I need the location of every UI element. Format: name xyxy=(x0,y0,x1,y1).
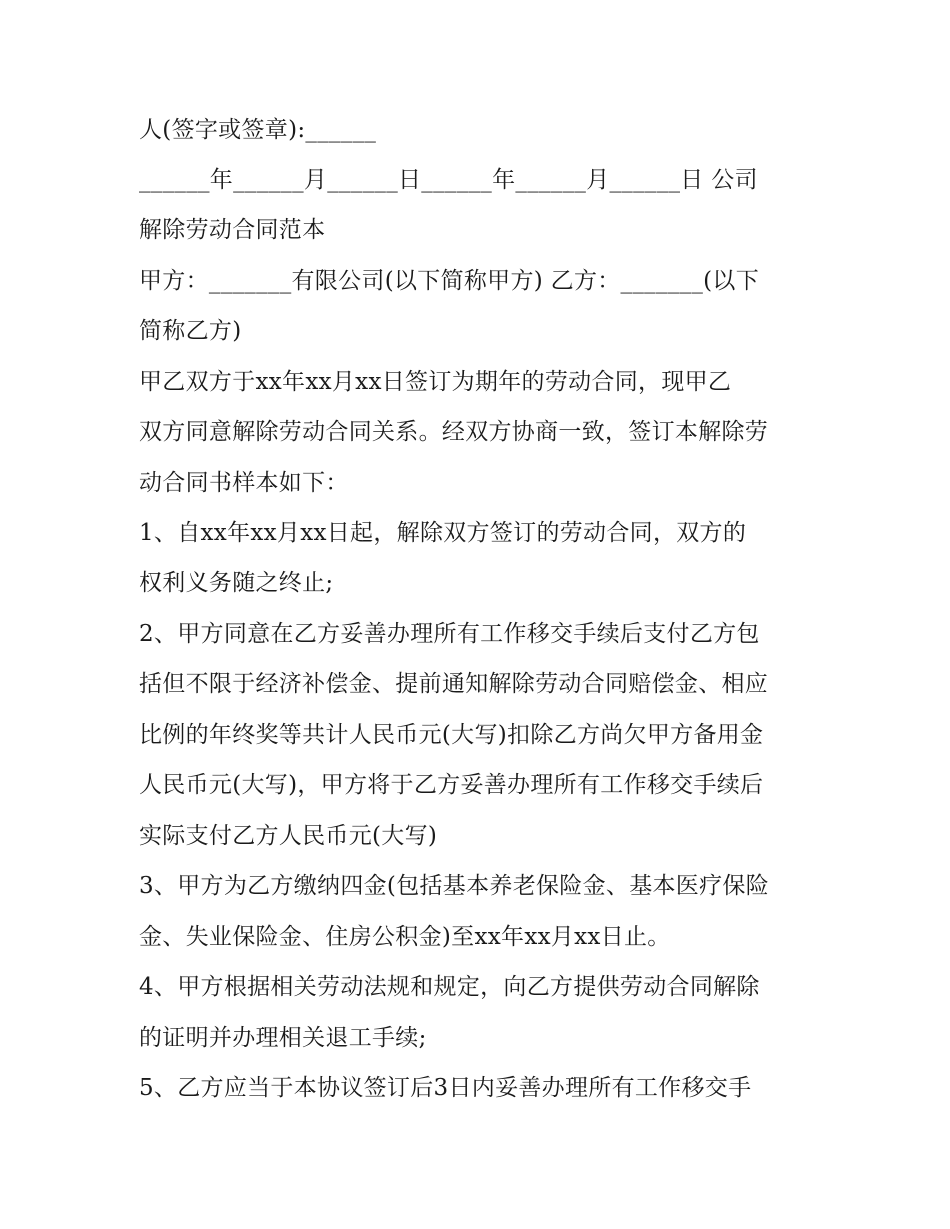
text-line: 动合同书样本如下： xyxy=(139,470,349,496)
text-line: 比例的年终奖等共计人民币元(大写)扣除乙方尚欠甲方备用金 xyxy=(139,722,764,748)
text-line: 的证明并办理相关退工手续; xyxy=(139,1025,427,1051)
text-line: 括但不限于经济补偿金、提前通知解除劳动合同赔偿金、相应 xyxy=(139,671,769,697)
clause-3: 3、甲方为乙方缴纳四金(包括基本养老保险金、基本医疗保险 xyxy=(139,873,770,899)
clause-1: 1、自xx年xx月xx日起，解除双方签订的劳动合同，双方的 xyxy=(139,520,747,546)
clause-5: 5、乙方应当于本协议签订后3日内妥善办理所有工作移交手 xyxy=(139,1075,752,1101)
text-line: 双方同意解除劳动合同关系。经双方协商一致，签订本解除劳 xyxy=(139,419,769,445)
clause-4: 4、甲方根据相关劳动法规和规定，向乙方提供劳动合同解除 xyxy=(139,974,760,1000)
date-line: ______年______月______日______年______月______日 公司 xyxy=(139,167,758,193)
document-title: 解除劳动合同范本 xyxy=(139,217,326,243)
text-line: 实际支付乙方人民币元(大写) xyxy=(139,823,438,849)
text-line: 简称乙方) xyxy=(139,318,242,344)
signature-line: 人(签字或签章):______ xyxy=(139,117,377,143)
clause-2: 2、甲方同意在乙方妥善办理所有工作移交手续后支付乙方包 xyxy=(139,621,760,647)
text-line: 甲乙双方于xx年xx月xx日签订为期年的劳动合同，现甲乙 xyxy=(139,369,732,395)
text-line: 权利义务随之终止; xyxy=(139,570,334,596)
parties-line: 甲方：_______有限公司(以下简称甲方) 乙方：_______(以下 xyxy=(139,268,760,294)
text-line: 人民币元(大写)，甲方将于乙方妥善办理所有工作移交手续后 xyxy=(139,772,764,798)
text-line: 金、失业保险金、住房公积金)至xx年xx月xx日止。 xyxy=(139,924,671,950)
